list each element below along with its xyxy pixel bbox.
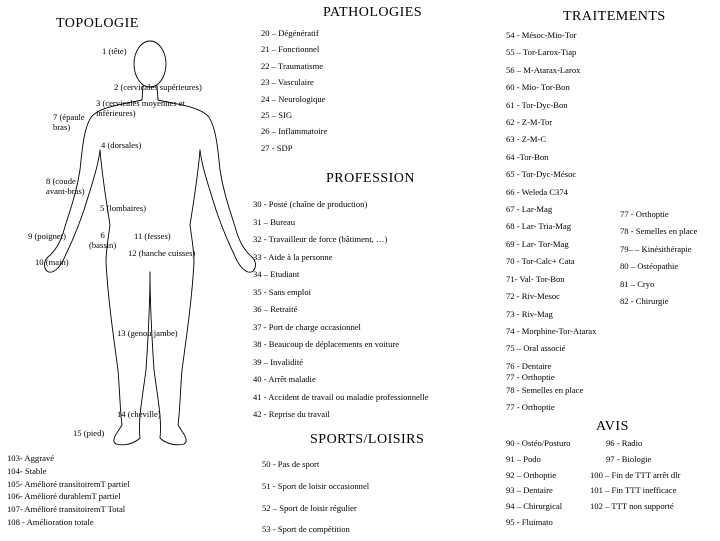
pathology-item: 25 – SIG <box>261 110 293 121</box>
treatment-item: 68 - Lar- Tria-Mag <box>506 221 571 232</box>
profession-item: 42 - Reprise du travail <box>253 409 330 419</box>
topology-title: TOPOLOGIE <box>56 16 139 31</box>
body-label-hip-thigh: 12 (hanche cuisses) <box>128 248 196 258</box>
avis-item: 94 – Chirurgical <box>506 501 563 512</box>
profession-item: 35 - Sans emploi <box>253 286 312 297</box>
treatment-item: 55 – Tor-Larox-Tiap <box>506 47 577 58</box>
body-label-foot: 15 (pied) <box>73 428 105 438</box>
treatments-list-tail <box>506 371 583 418</box>
body-label-ankle: 14 (cheville) <box>117 409 161 419</box>
treatment-item: 61 - Tor-Dyc-Bon <box>506 99 568 110</box>
pathologies-title: PATHOLOGIES <box>323 5 423 20</box>
pathology-item: 26 – Inflammatoire <box>261 126 328 137</box>
body-label-hand: 10 (main) <box>35 257 69 267</box>
body-label-cervical-mid: 3 (cervicales moyennes et inférieures) <box>96 98 186 118</box>
treatment-item: 63 - Z-M-C <box>506 134 547 145</box>
profession-item: 34 – Etudiant <box>253 269 300 279</box>
body-label-knee-leg: 13 (genou jambe) <box>117 328 178 338</box>
treatment-item: 74 - Morphine-Tor-Atarax <box>506 325 597 336</box>
profession-item: 30 - Posté (chaîne de production) <box>253 199 368 209</box>
avis-item: 102 – TTT non supporté <box>590 501 674 512</box>
sports-list <box>262 454 369 541</box>
profession-item: 36 – Retraité <box>253 304 298 314</box>
body-label-head: 1 (tête) <box>102 46 127 56</box>
evolution-item: 108 - Amélioration totale <box>7 516 94 527</box>
pathology-item: 20 – Dégénératif <box>261 28 319 38</box>
treatment-item: 76 - Dentaire <box>506 360 552 371</box>
treatment-item: 82 - Chirurgie <box>620 296 669 307</box>
sports-item: 51 - Sport de loisir occasionnel <box>262 480 370 491</box>
body-label-cervical-upper: 2 (cervicales supérieures) <box>114 82 202 92</box>
treatment-item: 62 - Z-M-Tor <box>506 117 553 128</box>
treatment-item: 67 - Lar-Mag <box>506 204 553 215</box>
evolution-item: 103- Aggravé <box>7 453 55 463</box>
treatment-item: 77 - Orthoptie <box>620 209 669 219</box>
body-label-wrist: 9 (poignet) <box>28 231 66 241</box>
evolution-item: 104- Stable <box>7 465 47 476</box>
avis-list-2 <box>590 436 680 515</box>
head-outline <box>134 41 166 87</box>
treatment-item: 72 - Riv-Mesoc <box>506 291 560 302</box>
profession-item: 37 - Port de charge occasionnel <box>253 321 361 332</box>
treatment-item: 73 - Riv-Mag <box>506 308 553 319</box>
pathology-item: 22 – Traumatisme <box>261 60 324 71</box>
treatment-item: 80 – Ostéopathie <box>620 261 679 272</box>
treatment-item: 75 – Oral associé <box>506 343 566 354</box>
treatment-item: 71- Val- Tor-Bon <box>506 273 565 284</box>
pathology-item: 21 – Fonctionnel <box>261 44 320 55</box>
body-label-lumbar: 5 (lombaires) <box>100 203 147 213</box>
treatment-item: 66 - Weleda C374 <box>506 186 568 197</box>
treatment-item: 77 - Orthoptie <box>506 372 555 382</box>
pathology-item: 27 - SDP <box>261 142 293 153</box>
avis-item: 101 – Fin TTT inefficace <box>590 485 677 496</box>
profession-item: 40 - Arrêt maladie <box>253 374 316 384</box>
treatment-item: 60 - Mio- Tor-Bon <box>506 82 570 93</box>
avis-item: 93 – Dentaire <box>506 485 553 496</box>
treatment-item: 77 - Orthoptie <box>506 402 555 412</box>
profession-item: 39 – Invalidité <box>253 356 304 367</box>
treatment-item: 78 - Semelles en place <box>506 385 584 395</box>
avis-item: 91 – Podo <box>506 453 541 464</box>
profession-item: 31 – Bureau <box>253 216 296 227</box>
sports-item: 52 – Sport de loisir régulier <box>262 502 357 513</box>
sports-item: 53 - Sport de compétition <box>262 524 350 535</box>
pathology-item: 23 – Vasculaire <box>261 77 314 88</box>
body-label-elbow: 8 (coude avant-bras) <box>46 176 85 196</box>
avis-title: AVIS <box>596 419 629 434</box>
profession-list <box>253 196 428 424</box>
treatment-item: 56 – M-Atarax-Larox <box>506 64 581 75</box>
avis-item: 96 - Radio <box>606 438 643 448</box>
right-torso-outline <box>190 150 200 262</box>
evolution-item: 107- Amélioré transitoiremT Total <box>7 504 126 515</box>
treatment-item: 70 - Tor-Calc+ Cata <box>506 256 575 267</box>
avis-item: 97 - Biologie <box>606 453 652 464</box>
avis-item: 90 - Ostéo/Posturo <box>506 438 571 448</box>
treatment-item: 79– – Kinésithérapie <box>620 243 692 254</box>
sports-title: SPORTS/LOISIRS <box>310 432 425 447</box>
body-label-buttocks: 11 (fesses) <box>134 231 171 241</box>
avis-item: 95 - Fluimato <box>506 516 553 527</box>
pathology-item: 24 – Neurologique <box>261 93 326 104</box>
body-label-pelvis: 6 (bassin) <box>89 230 117 250</box>
profession-item: 41 - Accident de travail ou maladie professionnelle <box>253 391 429 402</box>
avis-item: 100 – Fin de TTT arrêt dlr <box>590 469 681 480</box>
treatments-title: TRAITEMENTS <box>563 9 666 24</box>
treatment-item: 54 - Mésoc-Mio-Tor <box>506 30 577 40</box>
avis-item: 92 – Orthoptie <box>506 469 557 480</box>
sports-item: 50 - Pas de sport <box>262 459 320 469</box>
pathologies-list <box>261 25 327 156</box>
treatments-list-1 <box>506 27 596 375</box>
treatment-item: 65 - Tor-Dyc-Mésoc <box>506 169 577 180</box>
profession-item: 32 - Travailleur de force (bâtiment, …) <box>253 234 388 244</box>
treatments-list-2 <box>620 206 697 310</box>
treatment-item: 69 - Lar- Tor-Mag <box>506 238 569 249</box>
profession-title: PROFESSION <box>326 171 416 186</box>
body-label-dorsal: 4 (dorsales) <box>101 140 142 150</box>
avis-list-1 <box>506 436 570 531</box>
treatment-item: 81 – Cryo <box>620 278 655 289</box>
evolution-list <box>7 452 130 529</box>
profession-item: 38 - Beaucoup de déplacements en voiture <box>253 339 400 349</box>
treatment-item: 78 - Semelles en place <box>620 226 698 237</box>
evolution-item: 106- Amélioré durablemT partiel <box>7 491 121 502</box>
profession-item: 33 - Aide à la personne <box>253 251 333 262</box>
body-label-shoulder: 7 (épaule bras) <box>53 112 85 132</box>
treatment-item: 64 -Tor-Bon <box>506 151 549 162</box>
right-arm-outline <box>158 100 255 272</box>
evolution-item: 105- Amélioré transitoiremT partiel <box>7 478 130 489</box>
